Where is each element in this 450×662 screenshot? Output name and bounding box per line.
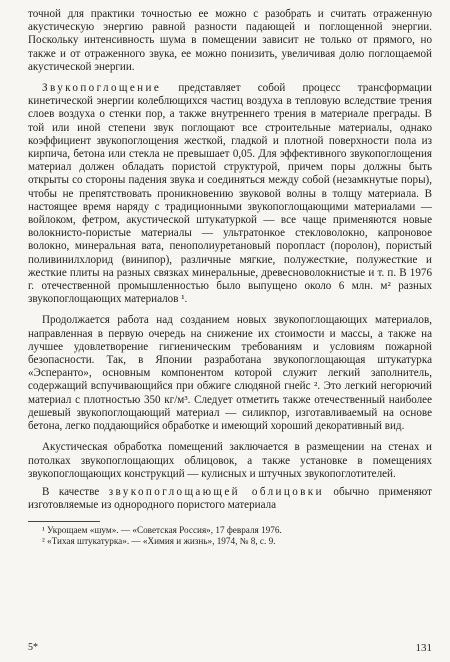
footnote-1: ¹ Укрощаем «шум». — «Советская Россия», 17 февраля 1976. bbox=[42, 525, 282, 536]
paragraph-acoustic-treatment: Акустическая обработка помещений заключается в размещении на стенах и потолках звукопоглощающих облицовок, а также установке в помещениях звукопоглощающих конструкций — кулисных и штучных звукопоглотителей. bbox=[28, 441, 432, 480]
signature-mark: 5* bbox=[28, 642, 38, 653]
spaced-term: Звукопоглощение bbox=[42, 82, 162, 95]
paragraph-intro: точной для практики точностью ее можно с разобрать и считать отраженную акустическую энергию равной разности падающей и поглощенной энергии. Поскольку интенсивность шума в помещении зависит не только от прямого, но также и от отраженного звука, ее можно понизить, увеличивая долю поглощаемой акустической энергии. bbox=[28, 8, 432, 73]
document-page bbox=[28, 8, 432, 656]
paragraph-body: представляет собой процесс трансформации кинетической энергии колеблющихся частиц воздуха в тепловую вследствие трения слоев воздуха о стенки пор, а также внутреннего трения в материале преграды. В той или иной степени звук поглощают все строительные материалы, однако коэффициент звукопоглощения жесткой, гладкой и плотной поверхности пола из кирпича, бетона или стекла не превышает 0,05. Для эффективного звукопоглощения материал должен обладать пористой структурой, причем поры должны быть открыты со стороны падения звука и соединяться между собой (незамкнутые поры), чтобы не препятствовать проникновению звуковой волны в толщу материала. В настоящее время наряду с традиционными звукопоглощающими материалами — войлоком, фетром, акустической штукатуркой — все чаще применяются новые волокнисто-пористые материалы — ультратонкое стекловолокно, капроновое волокно, минеральная вата, пенополиуретановый поропласт (поролон), пористый поливинилхлорид (винипор), различные мягкие, полужесткие, полужесткие и жесткие плиты на разных связках минеральные, древесноволокнистые и т. п. В 1976 г. отечественной промышленностью было выпущено около 6 млн. м² разных звукопоглощающих материалов ¹. bbox=[28, 82, 432, 306]
paragraph-prefix: В качестве bbox=[42, 485, 109, 498]
paragraph-body: обычно применяют изготовляемые из однородного пористого материала bbox=[28, 485, 433, 512]
footnote-2: ² «Тихая штукатурка». — «Химия и жизнь», 1974, № 8, с. 9. bbox=[42, 536, 276, 547]
paragraph-cladding bbox=[28, 486, 432, 512]
footnote-divider bbox=[28, 521, 100, 522]
page-number: 131 bbox=[415, 642, 432, 654]
page-footer bbox=[28, 642, 432, 656]
paragraph-new-materials: Продолжается работа над созданием новых звукопоглощающих материалов, направленная в первую очередь на снижение их стоимости и массы, а также на лучшее удовлетворение гигиеническим требованиям и условиям пожарной безопасности. Так, в Японии разработана звукопоглощающая штукатурка «Эсперанто», основным компонентом которой служит легкий заполнитель, содержащий вспучивающийся при обжиге слюдяной гнейс ². Это легкий негорючий материал с плотностью 350 кг/м³. Следует отметить также отечественный наиболее дешевый звукопоглощающий материал — силикпор, изготавливаемый на основе бетона, легко поддающийся обработке и имеющий хороший декоративный вид. bbox=[28, 314, 432, 433]
spaced-term: звукопоглощающей облицовки bbox=[108, 485, 324, 498]
paragraph-sound-absorption bbox=[28, 82, 432, 306]
